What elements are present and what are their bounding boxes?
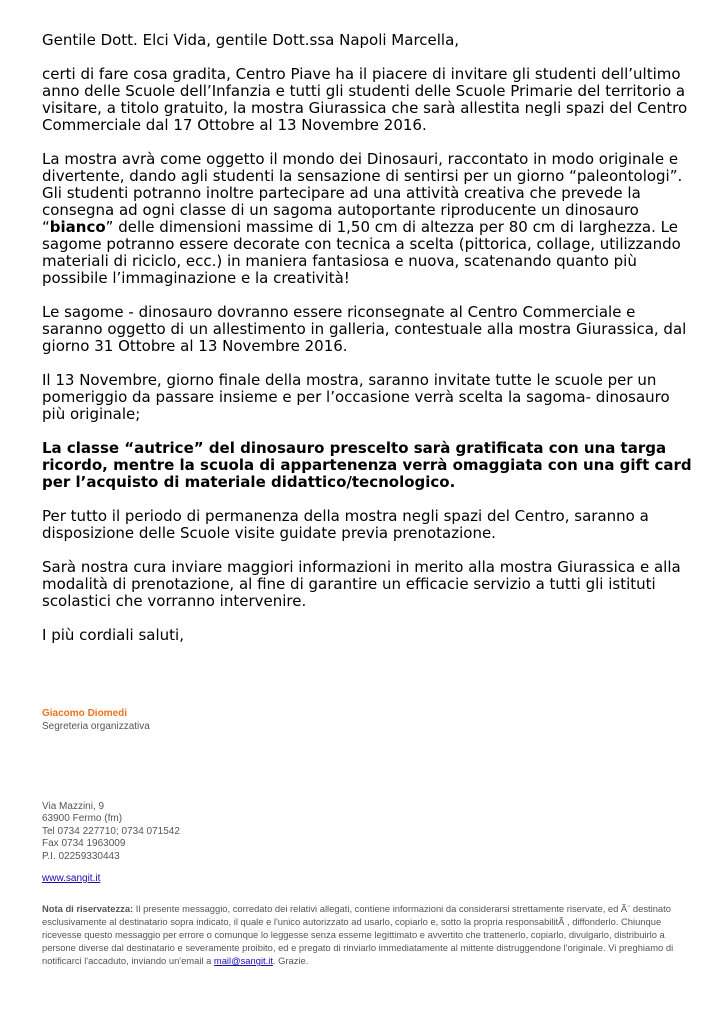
confidentiality-notice [42,902,678,967]
signature-role: Segreteria organizzativa [42,721,150,732]
address-fax: Fax 0734 1963009 [42,838,126,850]
paragraph-prize: La classe “autrice” del dinosauro prescelto sarà gratificata con una targa ricordo, mentre la scuola di appartenenza verrà omaggiata con una gift card per l’acquisto di materiale didattico/tecnologico. [42,439,692,491]
address-block [42,801,180,863]
letter-closing: I più cordiali saluti, [42,626,184,644]
address-street: Via Mazzini, 9 [42,801,105,812]
paragraph-invitation: certi di fare cosa gradita, Centro Piave ha il piacere di invitare gli studenti dell’ultimo anno delle Scuole dell’Infanzia e tutti gli studenti delle Scuole Primarie del territorio a visitare, a titolo gratuito, la mostra Giurassica che sarà allestita negli spazi del Centro Commerciale dal 17 Ottobre al 13 Novembre 2016. [42,65,688,134]
letter-body [42,32,692,644]
paragraph-more-info: Sarà nostra cura inviare maggiori informazioni in merito alla mostra Giurassica e alla modalità di prenotazione, al fine di garantire un efficacie servizio a tutti gli istituti scolastici che vorranno intervenire. [42,558,681,610]
paragraph-text: Gli studenti potranno inoltre partecipare ad una attività creativa che prevede la consegna ad ogni classe di un sagoma autoportante riproducente un dinosauro “ [42,184,641,236]
letter-greeting: Gentile Dott. Elci Vida, gentile Dott.ssa Napoli Marcella, [42,31,460,49]
paragraph-exhibition-line2 [42,185,692,287]
paragraph-final-day: Il 13 Novembre, giorno finale della mostra, saranno invitate tutte le scuole per un pomeriggio da passare insieme e per l’occasione verrà scelta la sagoma- dinosauro più originale; [42,371,670,423]
address-tel: Tel 0734 227710; 0734 071542 [42,825,180,837]
confidentiality-label: Nota di riservatezza: [42,903,134,914]
signature-name: Giacomo Diomedi [42,708,128,719]
paragraph-exhibition [42,151,692,287]
paragraph-guided-tours: Per tutto il periodo di permanenza della mostra negli spazi del Centro, saranno a disposizione delle Scuole visite guidate previa prenotazione. [42,507,649,542]
email-link[interactable]: mail@sangit.it [213,955,273,966]
website-link[interactable]: www.sangit.it [42,873,101,884]
bold-word: bianco [49,218,106,236]
paragraph-exhibition-line1: La mostra avrà come oggetto il mondo dei Dinosauri, raccontato in modo originale e divertente, dando agli studenti la sensazione di sentirsi per un giorno “paleontologi”. [42,150,683,185]
signature-block [42,707,150,733]
address-city: 63900 Fermo (fm) [42,813,123,825]
confidentiality-text: Il presente messaggio, corredato dei relativi allegati, contiene informazioni da considerarsi strettamente riservate, ed Ã¨ destinato esclusivamente al destinatario sopra indicato, il quale e l'unico autorizzato ad usarlo, copiarlo e, sotto la propria responsabilitÃ , diffonderlo. Chiunque ricevesse questo messaggio per errore o comunque lo leggesse senza esserne legittimato e avvertito che trattenerlo, copiarlo, divulgarlo, distribuirlo a persone diverse dal destinatario e severamente proibito, ed e pregato di rinviarlo immediatamente al mittente distruggendone l'originale. Vi preghiamo di notificarci l'accaduto, inviando un'email a [42,903,674,966]
confidentiality-end: . Grazie. [272,955,309,966]
paragraph-text: ” delle dimensioni massime di 1,50 cm di altezza per 80 cm di larghezza. Le sagome potranno essere decorate con tecnica a scelta (pittorica, collage, utilizzando materiali di riciclo, ecc.) in maniera fantasiosa e nuova, scatenando quanto più possibile l’immaginazione e la creatività! [42,218,681,287]
paragraph-silhouettes: Le sagome - dinosauro dovranno essere riconsegnate al Centro Commerciale e saranno oggetto di un allestimento in galleria, contestuale alla mostra Giurassica, dal giorno 31 Ottobre al 13 Novembre 2016. [42,303,687,355]
address-vat: P.I. 02259330443 [42,850,120,862]
